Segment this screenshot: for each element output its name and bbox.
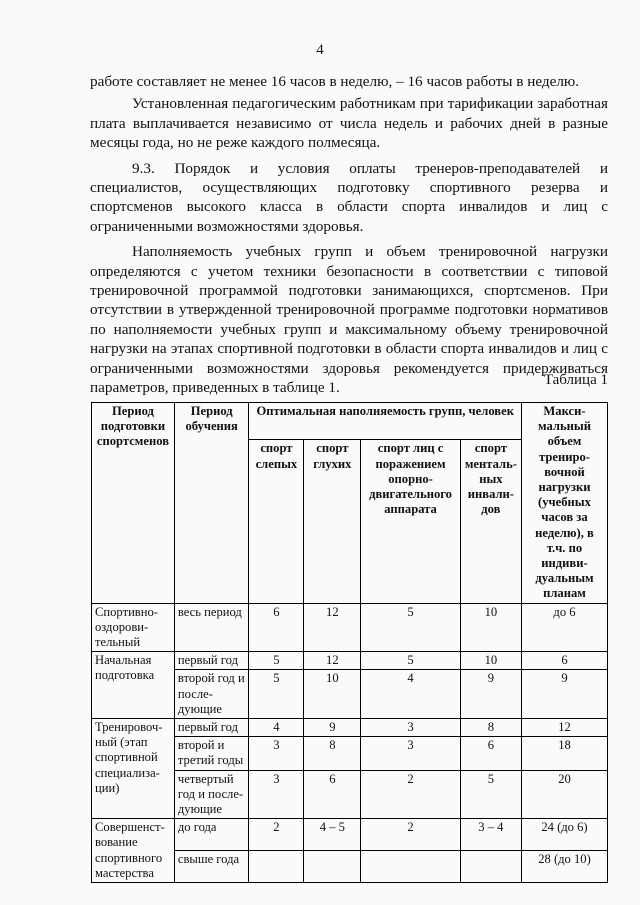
header-max-load: Макси-мальный объем трениро-вочной нагрузки (учебных часов за неделю), в т.ч. по индиви-дуальным планам [521,403,607,604]
blind-cell: 2 [249,819,304,851]
blind-cell: 3 [249,737,304,770]
mental-cell: 8 [460,719,521,737]
deaf-cell: 8 [304,737,361,770]
max-cell: 9 [521,670,607,719]
mental-cell: 6 [460,737,521,770]
document-body [90,72,608,404]
max-cell: 24 (до 6) [521,819,607,851]
mental-cell: 5 [460,770,521,819]
blind-cell: 6 [249,603,304,652]
musculo-cell: 4 [361,670,460,719]
table-row [92,719,608,737]
mental-cell: 9 [460,670,521,719]
musculo-cell: 5 [361,603,460,652]
header-blind: спорт слепых [249,440,304,603]
mental-cell: 3 – 4 [460,819,521,851]
period-cell: свыше года [174,851,249,883]
deaf-cell: 9 [304,719,361,737]
stage-cell: Спортивно-оздорови-тельный [92,603,175,652]
musculo-cell: 5 [361,652,460,670]
deaf-cell: 10 [304,670,361,719]
period-cell: первый год [174,652,249,670]
blind-cell: 5 [249,652,304,670]
table-row [92,652,608,670]
max-cell: 18 [521,737,607,770]
blind-cell: 4 [249,719,304,737]
page-number: 4 [316,42,324,58]
table-row [92,819,608,851]
max-cell: 12 [521,719,607,737]
table-header-row [92,403,608,440]
period-cell: второй год и после-дующие [174,670,249,719]
deaf-cell: 12 [304,603,361,652]
deaf-cell: 12 [304,652,361,670]
paragraph: Наполняемость учебных групп и объем тренировочной нагрузки определяются с учетом техники безопасности в соответствии с типовой тренировочной программой подготовки занимающихся, спортсменов. При отсутствии в утвержденной тренировочной программе подготовки нормативов по наполняемости учебных групп и максимальному объему тренировочной нагрузки на этапах спортивной подготовки в области спорта инвалидов и лиц с ограниченными возможностями здоровья рекомендуется придерживаться параметров, приведенных в таблице 1. [90,243,608,397]
paragraph: 9.3. Порядок и условия оплаты тренеров-преподавателей и специалистов, осуществляющих подготовку спортивного резерва и спортсменов высокого класса в области спорта инвалидов и лиц с ограниченными возможностями здоровья. [90,159,608,235]
blind-cell: 3 [249,770,304,819]
header-period-study: Период обучения [174,403,249,604]
mental-cell [460,851,521,883]
header-deaf: спорт глухих [304,440,361,603]
musculo-cell: 3 [361,719,460,737]
mental-cell: 10 [460,603,521,652]
stage-cell: Начальная подготовка [92,652,175,719]
table-caption: Таблица 1 [543,372,608,388]
musculo-cell [361,851,460,883]
max-cell: 28 (до 10) [521,851,607,883]
blind-cell: 5 [249,670,304,719]
max-cell: 6 [521,652,607,670]
period-cell: четвертый год и после-дующие [174,770,249,819]
header-musculo: спорт лиц с поражением опорно-двигательного аппарата [361,440,460,603]
paragraph: работе составляет не менее 16 часов в неделю, – 16 часов работы в неделю. [90,73,580,90]
period-cell: первый год [174,719,249,737]
musculo-cell: 2 [361,819,460,851]
paragraph: Установленная педагогическим работникам при тарификации заработная плата выплачивается независимо от числа недель и рабочих дней в разные месяцы года, но не реже каждого полмесяца. [90,95,608,152]
period-cell: весь период [174,603,249,652]
header-optimal: Оптимальная наполняемость групп, человек [249,403,522,440]
period-cell: до года [174,819,249,851]
training-groups-table [91,402,608,883]
musculo-cell: 2 [361,770,460,819]
musculo-cell: 3 [361,737,460,770]
header-period-prep: Период подготовки спортсменов [92,403,175,604]
deaf-cell [304,851,361,883]
period-cell: второй и третий годы [174,737,249,770]
deaf-cell: 6 [304,770,361,819]
mental-cell: 10 [460,652,521,670]
table-row [92,603,608,652]
stage-cell: Тренировоч-ный (этап спортивной специализа-ции) [92,719,175,819]
stage-cell: Совершенст-вование спортивного мастерства [92,819,175,883]
blind-cell [249,851,304,883]
max-cell: до 6 [521,603,607,652]
max-cell: 20 [521,770,607,819]
header-mental: спорт менталь-ных инвали-дов [460,440,521,603]
deaf-cell: 4 – 5 [304,819,361,851]
